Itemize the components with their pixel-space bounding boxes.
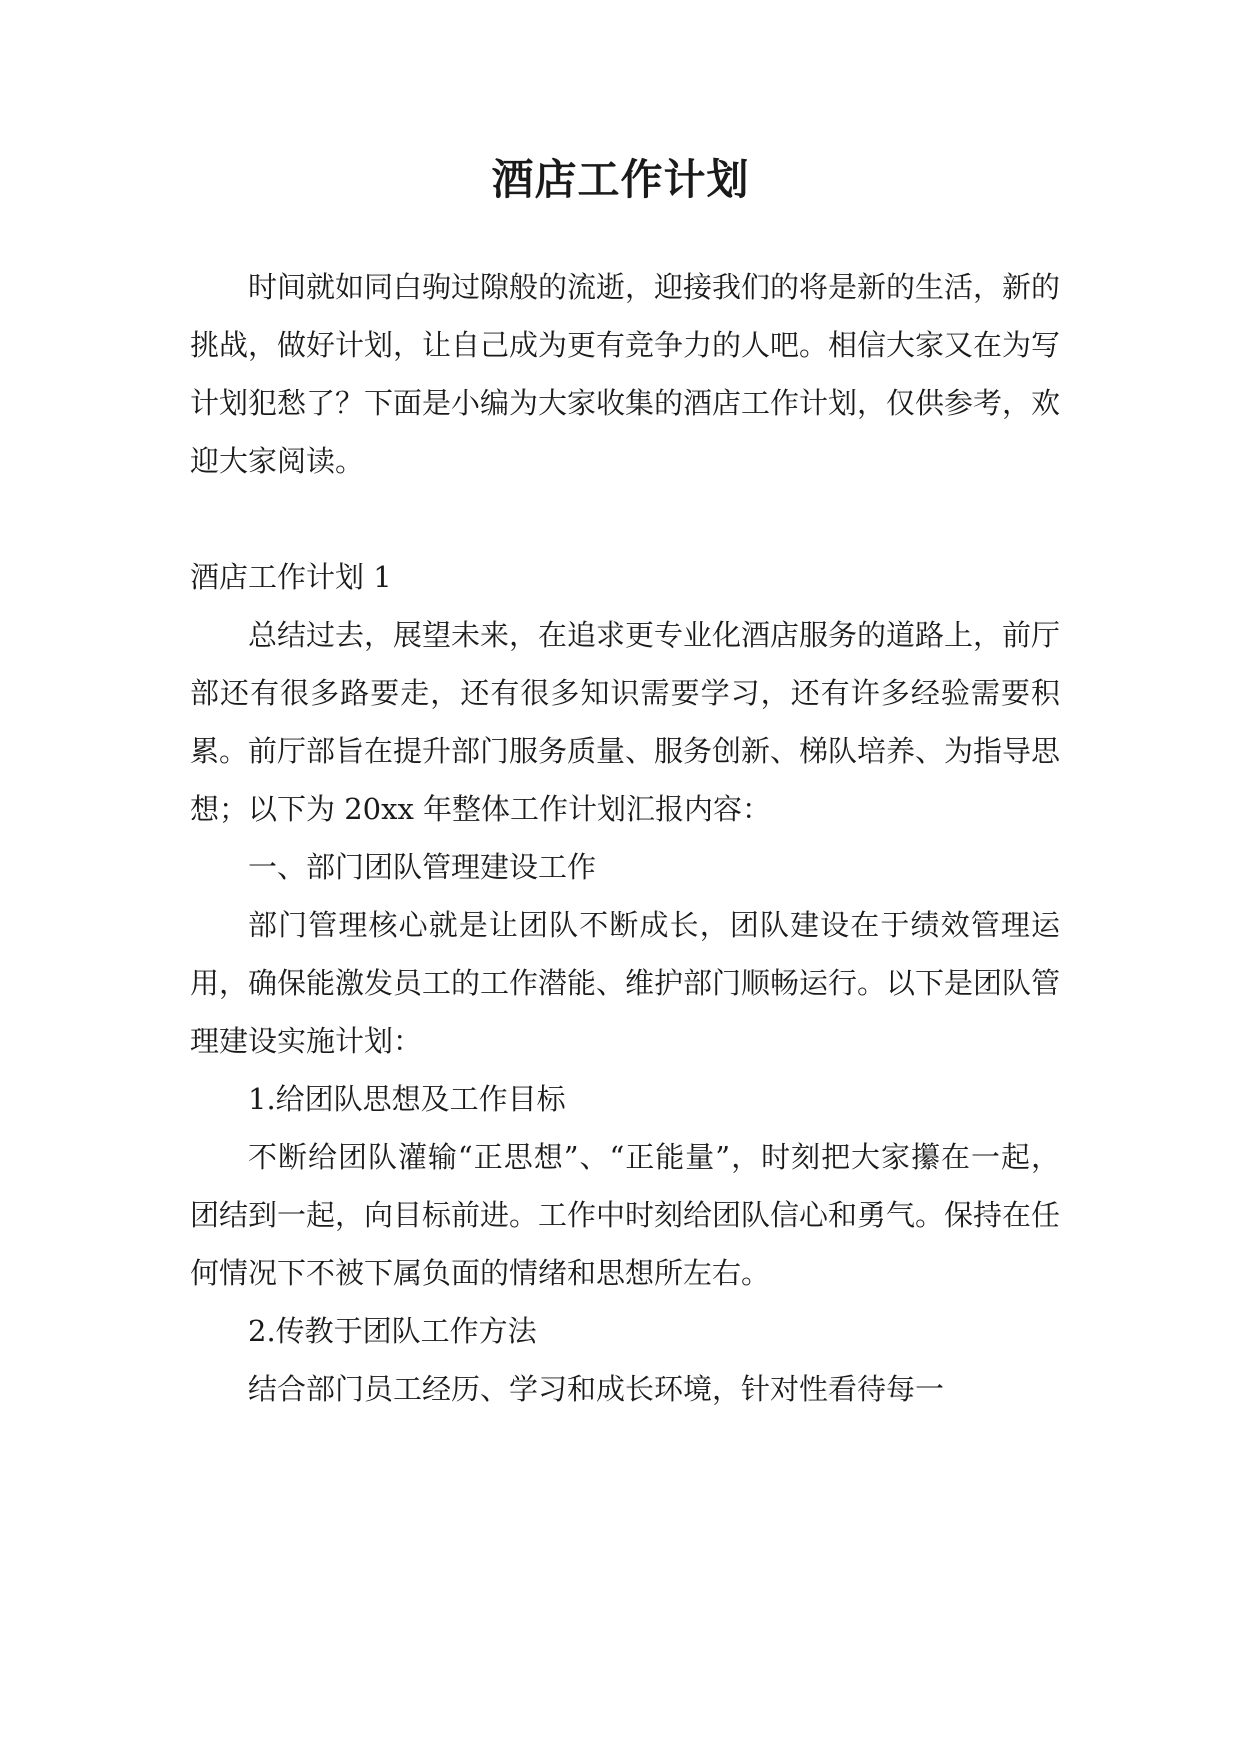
intro-paragraph: 时间就如同白驹过隙般的流逝，迎接我们的将是新的生活，新的挑战，做好计划，让自己成为更有竞争力的人吧。相信大家又在为写计划犯愁了？下面是小编为大家收集的酒店工作计划，仅供参考，欢迎大家阅读。 bbox=[190, 270, 1061, 478]
body-paragraph: 总结过去，展望未来，在追求更专业化酒店服务的道路上，前厅部还有很多路要走，还有很多知识需要学习，还有许多经验需要积累。前厅部旨在提升部门服务质量、服务创新、梯队培养、为指导思想；以下为 20xx 年整体工作计划汇报内容： bbox=[190, 618, 1061, 826]
section-heading: 一、部门团队管理建设工作 bbox=[248, 850, 597, 884]
subsection-heading: 2.传教于团队工作方法 bbox=[248, 1314, 537, 1348]
page-title: 酒店工作计划 bbox=[491, 155, 750, 204]
body-paragraph: 结合部门员工经历、学习和成长环境，针对性看待每一 bbox=[248, 1372, 945, 1406]
section-heading-plan-1: 酒店工作计划 1 bbox=[190, 560, 392, 594]
subsection-heading: 1.给团队思想及工作目标 bbox=[248, 1082, 566, 1116]
body-paragraph: 部门管理核心就是让团队不断成长，团队建设在于绩效管理运用，确保能激发员工的工作潜能、维护部门顺畅运行。以下是团队管理建设实施计划： bbox=[190, 908, 1061, 1058]
document-body bbox=[190, 258, 1060, 1418]
body-paragraph: 不断给团队灌输“正思想”、“正能量”，时刻把大家攥在一起，团结到一起，向目标前进。工作中时刻给团队信心和勇气。保持在任何情况下不被下属负面的情绪和思想所左右。 bbox=[190, 1140, 1061, 1290]
